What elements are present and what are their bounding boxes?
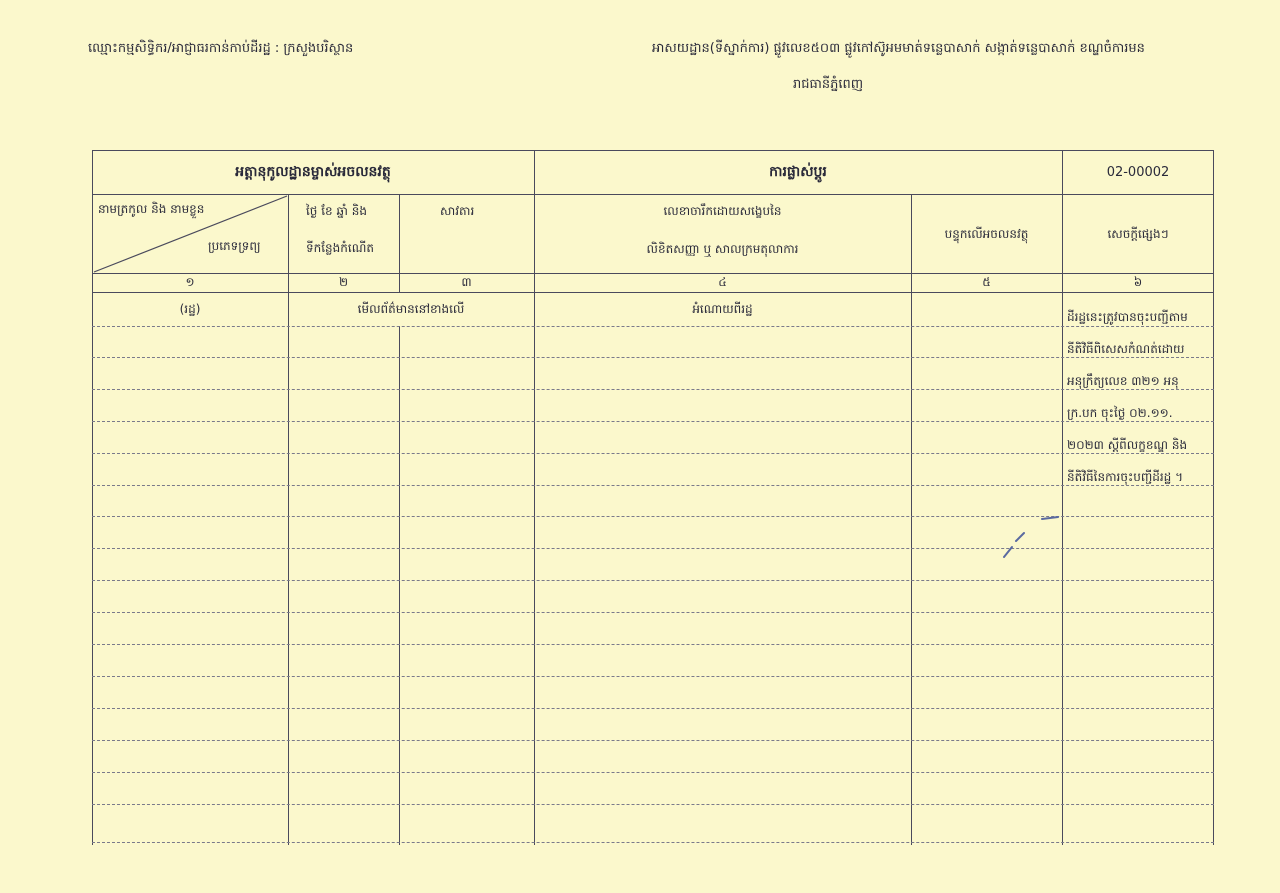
ruled-line <box>92 772 1214 773</box>
record-number: 02-00002 <box>1106 164 1170 180</box>
ruled-line <box>92 804 1214 805</box>
row1-transfer: អំណោយពីរដ្ឋ <box>692 302 753 316</box>
ruled-line <box>92 580 1214 581</box>
ruled-line <box>92 389 1214 390</box>
pen-mark <box>1002 515 1060 560</box>
ruled-line <box>92 326 1214 327</box>
note-line-2: នីតិវិធីពិសេសកំណត់ដោយ <box>1067 342 1185 356</box>
ruled-line <box>92 708 1214 709</box>
note-line-3: អនុក្រឹត្យលេខ ៣២១ អនុ <box>1067 374 1179 388</box>
col-number-2: ២ <box>338 274 349 289</box>
col4-header-line1: លេខាចារឹកដោយសង្ខេបនៃ <box>663 204 782 218</box>
section-owner-title: អត្តានុកូលដ្ឋានម្ចាស់អចលនវត្ថុ <box>235 163 391 180</box>
col6-header: សេចក្តីផ្សេងៗ <box>1107 226 1169 241</box>
owner-name-header: ឈ្មោះកម្មសិទ្ធិករ/អាជ្ញាធរកាន់កាប់ដីរដ្ឋ : ក្រសួងបរិស្ថាន <box>88 41 354 56</box>
section-transfer-title: ការផ្លាស់ប្តូរ <box>769 163 827 180</box>
ruled-line <box>92 676 1214 677</box>
ruled-line <box>92 421 1214 422</box>
ruled-line <box>92 453 1214 454</box>
ruled-line <box>92 485 1214 486</box>
col-number-1: ១ <box>185 274 195 289</box>
col-number-3: ៣ <box>461 274 472 289</box>
col1-header-bottom: ប្រភេទទ្រព្យ <box>208 239 261 253</box>
row1-owner: (រដ្ឋ) <box>179 302 201 316</box>
col5-header: បន្ទុកលើអចលនវត្ថុ <box>944 226 1029 241</box>
ruled-line <box>92 357 1214 358</box>
row1-see-above: មើលព័ត៌មាននៅខាងលើ <box>357 302 465 316</box>
col4-header-line2: លិខិតសញ្ញា ឬ សាលក្រមតុលាការ <box>646 242 799 256</box>
note-line-5: ២០២៣ ស្តីពីលក្ខខណ្ឌ និង <box>1067 438 1188 452</box>
col3-header: សាវតារ <box>440 204 475 218</box>
note-line-4: ក្រ.បក ចុះថ្ងៃ ០២.១១. <box>1067 406 1173 420</box>
col-number-5: ៥ <box>982 274 991 289</box>
col-number-4: ៤ <box>718 274 727 289</box>
address-header: អាសយដ្ឋាន(ទីស្នាក់ការ) ផ្លូវលេខ៥០៣ ផ្លូវកៅស៊ូអមមាត់ទន្លេបាសាក់ សង្កាត់ទន្លេបាសាក់ ខណ្ឌចំការមន <box>652 41 1145 56</box>
ruled-line <box>92 644 1214 645</box>
note-line-6: នីតិវិធីនៃការចុះបញ្ជីដីរដ្ឋ ។ <box>1067 470 1184 484</box>
col2-header-line1: ថ្ងៃ ខែ ឆ្នាំ និង <box>306 204 367 218</box>
ruled-line <box>92 612 1214 613</box>
note-line-1: ដីរដ្ឋនេះត្រូវបានចុះបញ្ជីតាម <box>1067 310 1188 324</box>
ruled-line <box>92 740 1214 741</box>
ruled-line <box>92 842 1214 843</box>
col2-header-line2: ទីកន្លែងកំណើត <box>306 241 374 255</box>
col-number-6: ៦ <box>1133 274 1143 289</box>
col1-header-top: នាមត្រកូល និង នាមខ្លួន <box>98 202 205 216</box>
address-header-city: រាជធានីភ្នំពេញ <box>793 77 864 92</box>
